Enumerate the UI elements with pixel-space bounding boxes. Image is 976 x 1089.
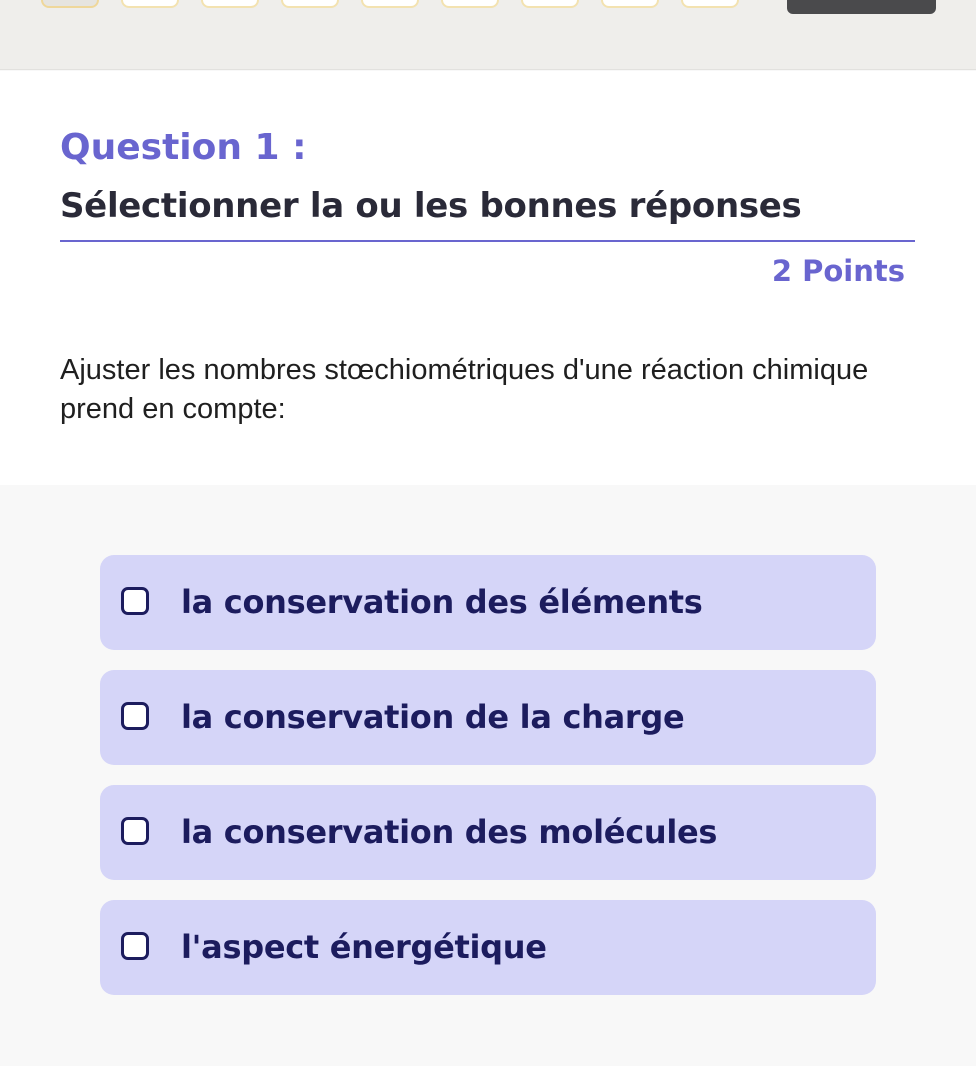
checkbox-icon[interactable] (121, 817, 149, 845)
progress-tab-2[interactable] (121, 0, 179, 8)
progress-tab-7[interactable] (521, 0, 579, 8)
progress-tab-6[interactable] (441, 0, 499, 8)
checkbox-icon[interactable] (121, 587, 149, 615)
answer-list (0, 486, 976, 1066)
answer-label: la conservation des éléments (181, 583, 703, 621)
progress-tab-9[interactable] (681, 0, 739, 8)
answer-option[interactable] (100, 900, 876, 995)
divider (60, 240, 915, 242)
progress-tab-3[interactable] (201, 0, 259, 8)
question-instruction: Sélectionner la ou les bonnes réponses (60, 186, 802, 226)
header-action-button[interactable] (787, 0, 936, 14)
progress-tab-4[interactable] (281, 0, 339, 8)
checkbox-icon[interactable] (121, 932, 149, 960)
checkbox-icon[interactable] (121, 702, 149, 730)
progress-tab-8[interactable] (601, 0, 659, 8)
progress-tab-1[interactable] (41, 0, 99, 8)
answer-option[interactable] (100, 555, 876, 650)
question-card (0, 71, 976, 485)
answer-label: la conservation des molécules (181, 813, 718, 851)
points-label: 2 Points (771, 254, 905, 288)
answer-option[interactable] (100, 670, 876, 765)
answer-label: l'aspect énergétique (181, 928, 547, 966)
progress-tab-5[interactable] (361, 0, 419, 8)
question-prompt: Ajuster les nombres stœchiométriques d'une réaction chimique prend en compte: (60, 354, 869, 425)
answer-option[interactable] (100, 785, 876, 880)
answer-label: la conservation de la charge (181, 698, 685, 736)
question-number: Question 1 : (60, 127, 307, 168)
top-bar (0, 0, 976, 70)
bottom-strip (0, 1066, 976, 1089)
